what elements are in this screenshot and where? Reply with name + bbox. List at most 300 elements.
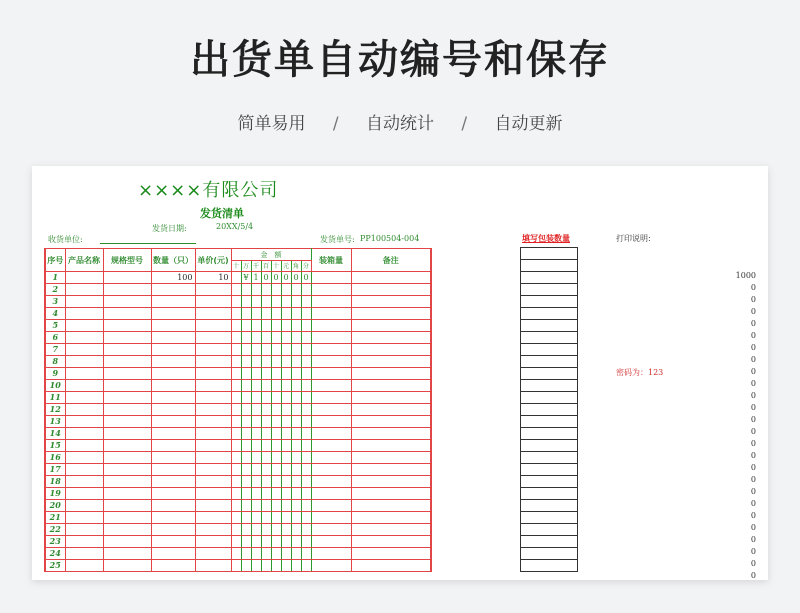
header-box: 装箱量 [311, 249, 351, 272]
cell-amount-digit [231, 452, 241, 464]
cell-amount-digit [231, 332, 241, 344]
cell-product[interactable] [65, 476, 103, 488]
cell-qty[interactable] [151, 296, 195, 308]
cell-price[interactable] [195, 428, 231, 440]
cell-remark[interactable] [351, 368, 431, 380]
cell-product[interactable] [65, 404, 103, 416]
row-seq: 25 [45, 560, 65, 572]
cell-price[interactable] [195, 476, 231, 488]
cell-amount-digit [301, 404, 311, 416]
pack-quantity-cell[interactable] [521, 548, 578, 560]
cell-amount-digit [291, 344, 301, 356]
cell-spec[interactable] [103, 308, 151, 320]
cell-spec[interactable] [103, 476, 151, 488]
cell-amount-digit [251, 452, 261, 464]
computed-value: 0 [750, 355, 756, 364]
cell-spec[interactable] [103, 524, 151, 536]
computed-value: 0 [750, 283, 756, 292]
cell-amount-digit [281, 500, 291, 512]
cell-product[interactable] [65, 320, 103, 332]
cell-box[interactable] [311, 464, 351, 476]
cell-qty[interactable] [151, 332, 195, 344]
cell-product[interactable] [65, 548, 103, 560]
computed-value: 0 [750, 415, 756, 424]
cell-qty[interactable] [151, 404, 195, 416]
cell-spec[interactable] [103, 368, 151, 380]
cell-amount-digit [231, 356, 241, 368]
cell-qty[interactable] [151, 524, 195, 536]
cell-remark[interactable] [351, 320, 431, 332]
cell-product[interactable] [65, 464, 103, 476]
cell-amount-digit [251, 428, 261, 440]
cell-price[interactable] [195, 320, 231, 332]
cell-amount-digit [271, 428, 281, 440]
cell-spec[interactable] [103, 272, 151, 284]
cell-qty[interactable] [151, 320, 195, 332]
cell-price[interactable]: 10 [195, 272, 231, 284]
pack-quantity-cell[interactable] [521, 272, 578, 284]
cell-product[interactable] [65, 500, 103, 512]
cell-remark[interactable] [351, 524, 431, 536]
cell-box[interactable] [311, 344, 351, 356]
cell-amount-digit [261, 500, 271, 512]
cell-spec[interactable] [103, 296, 151, 308]
cell-product[interactable] [65, 332, 103, 344]
cell-box[interactable] [311, 524, 351, 536]
cell-product[interactable] [65, 440, 103, 452]
cell-amount-digit [301, 464, 311, 476]
table-row [45, 440, 431, 452]
cell-amount-digit [251, 356, 261, 368]
cell-amount-digit [251, 332, 261, 344]
cell-qty[interactable] [151, 536, 195, 548]
cell-product[interactable] [65, 284, 103, 296]
computed-value: 1000 [735, 271, 756, 280]
cell-amount-digit [281, 416, 291, 428]
cell-amount-digit [301, 284, 311, 296]
pack-quantity-cell[interactable] [521, 344, 578, 356]
pack-quantity-cell[interactable] [521, 296, 578, 308]
computed-value: 0 [750, 427, 756, 436]
row-seq: 10 [45, 380, 65, 392]
pack-quantity-cell[interactable] [521, 320, 578, 332]
computed-value: 0 [750, 403, 756, 412]
cell-remark[interactable] [351, 476, 431, 488]
feature-update: 自动更新 [494, 114, 563, 134]
cell-amount-digit [261, 440, 271, 452]
cell-qty[interactable] [151, 500, 195, 512]
cell-amount-digit [291, 452, 301, 464]
row-seq: 2 [45, 284, 65, 296]
cell-amount-digit [291, 332, 301, 344]
cell-amount-digit [301, 488, 311, 500]
cell-amount-digit [231, 416, 241, 428]
cell-remark[interactable] [351, 344, 431, 356]
cell-amount-digit [281, 344, 291, 356]
cell-product[interactable] [65, 380, 103, 392]
order-number-value: PP100504-004 [360, 234, 420, 243]
header-amount: 金 额 [231, 249, 311, 261]
cell-amount-digit [281, 356, 291, 368]
cell-box[interactable] [311, 380, 351, 392]
cell-amount-digit [241, 488, 251, 500]
cell-box[interactable] [311, 476, 351, 488]
cell-amount-digit [241, 560, 251, 572]
cell-qty[interactable] [151, 284, 195, 296]
cell-spec[interactable] [103, 548, 151, 560]
cell-remark[interactable] [351, 380, 431, 392]
cell-spec[interactable] [103, 356, 151, 368]
cell-amount-digit [241, 512, 251, 524]
cell-remark[interactable] [351, 308, 431, 320]
cell-qty[interactable] [151, 512, 195, 524]
cell-remark[interactable] [351, 488, 431, 500]
cell-spec[interactable] [103, 440, 151, 452]
cell-product[interactable] [65, 416, 103, 428]
pack-quantity-cell[interactable] [521, 380, 578, 392]
cell-spec[interactable] [103, 380, 151, 392]
pack-quantity-cell[interactable] [521, 440, 578, 452]
computed-value: 0 [750, 439, 756, 448]
cell-remark[interactable] [351, 560, 431, 572]
cell-box[interactable] [311, 536, 351, 548]
row-seq: 23 [45, 536, 65, 548]
cell-box[interactable] [311, 332, 351, 344]
cell-box[interactable] [311, 392, 351, 404]
pack-quantity-cell[interactable] [521, 524, 578, 536]
cell-box[interactable] [311, 296, 351, 308]
cell-price[interactable] [195, 524, 231, 536]
cell-box[interactable] [311, 404, 351, 416]
cell-price[interactable] [195, 308, 231, 320]
cell-product[interactable] [65, 560, 103, 572]
cell-spec[interactable] [103, 488, 151, 500]
cell-price[interactable] [195, 392, 231, 404]
cell-price[interactable] [195, 284, 231, 296]
cell-amount-digit [251, 560, 261, 572]
cell-amount-digit [241, 356, 251, 368]
cell-qty[interactable] [151, 452, 195, 464]
cell-product[interactable] [65, 344, 103, 356]
table-row [45, 464, 431, 476]
cell-amount-digit [241, 476, 251, 488]
cell-qty[interactable] [151, 560, 195, 572]
cell-remark[interactable] [351, 416, 431, 428]
cell-amount-digit [261, 560, 271, 572]
row-seq: 21 [45, 512, 65, 524]
password-note: 密码为：123 [616, 368, 664, 377]
cell-price[interactable] [195, 488, 231, 500]
computed-value: 0 [750, 295, 756, 304]
cell-remark[interactable] [351, 272, 431, 284]
cell-amount-digit [251, 524, 261, 536]
cell-remark[interactable] [351, 512, 431, 524]
cell-price[interactable] [195, 464, 231, 476]
cell-box[interactable] [311, 488, 351, 500]
cell-price[interactable] [195, 440, 231, 452]
row-seq: 15 [45, 440, 65, 452]
header-price: 单价(元) [195, 249, 231, 272]
pack-quantity-cell[interactable] [521, 308, 578, 320]
cell-amount-digit [271, 536, 281, 548]
cell-spec[interactable] [103, 452, 151, 464]
feature-separator: / [332, 114, 339, 134]
cell-amount-digit [261, 488, 271, 500]
pack-quantity-cell[interactable] [521, 464, 578, 476]
cell-amount-digit [301, 440, 311, 452]
cell-price[interactable] [195, 548, 231, 560]
cell-amount-digit [271, 320, 281, 332]
header-remark: 备注 [351, 249, 431, 272]
pack-quantity-cell[interactable] [521, 428, 578, 440]
pack-quantity-cell[interactable] [521, 284, 578, 296]
row-seq: 7 [45, 344, 65, 356]
table-row [45, 272, 431, 284]
cell-price[interactable] [195, 296, 231, 308]
cell-amount-digit [271, 512, 281, 524]
row-seq: 20 [45, 500, 65, 512]
cell-box[interactable] [311, 272, 351, 284]
cell-remark[interactable] [351, 296, 431, 308]
cell-product[interactable] [65, 524, 103, 536]
header-amount-digit: 千 [252, 262, 259, 270]
cell-spec[interactable] [103, 404, 151, 416]
pack-quantity-cell[interactable] [521, 368, 578, 380]
cell-box[interactable] [311, 500, 351, 512]
cell-remark[interactable] [351, 404, 431, 416]
row-seq: 8 [45, 356, 65, 368]
cell-remark[interactable] [351, 500, 431, 512]
cell-remark[interactable] [351, 536, 431, 548]
feature-separator: / [461, 114, 468, 134]
cell-product[interactable] [65, 512, 103, 524]
cell-qty[interactable] [151, 368, 195, 380]
cell-amount-digit [241, 524, 251, 536]
computed-value: 0 [750, 487, 756, 496]
cell-price[interactable] [195, 332, 231, 344]
cell-box[interactable] [311, 452, 351, 464]
pack-quantity-cell[interactable] [521, 500, 578, 512]
cell-amount-digit [301, 380, 311, 392]
ship-date-label: 发货日期: [152, 224, 187, 233]
cell-box[interactable] [311, 428, 351, 440]
cell-amount-digit [231, 272, 241, 284]
cell-amount-digit [301, 332, 311, 344]
cell-amount-digit [251, 368, 261, 380]
cell-amount-digit [281, 548, 291, 560]
cell-product[interactable] [65, 536, 103, 548]
cell-spec[interactable] [103, 332, 151, 344]
cell-remark[interactable] [351, 464, 431, 476]
cell-amount-digit [291, 392, 301, 404]
cell-remark[interactable] [351, 548, 431, 560]
table-row [45, 368, 431, 380]
row-seq: 19 [45, 488, 65, 500]
cell-product[interactable] [65, 368, 103, 380]
cell-amount-digit [241, 536, 251, 548]
computed-value: 0 [750, 523, 756, 532]
cell-spec[interactable] [103, 320, 151, 332]
cell-amount-digit [301, 548, 311, 560]
cell-amount-digit [261, 380, 271, 392]
cell-box[interactable] [311, 284, 351, 296]
cell-box[interactable] [311, 320, 351, 332]
cell-price[interactable] [195, 500, 231, 512]
cell-remark[interactable] [351, 452, 431, 464]
cell-qty[interactable] [151, 416, 195, 428]
receiver-field[interactable] [100, 243, 196, 244]
cell-box[interactable] [311, 560, 351, 572]
cell-product[interactable] [65, 428, 103, 440]
ship-date-value[interactable]: 20XX/5/4 [216, 222, 254, 231]
cell-amount-digit [251, 296, 261, 308]
cell-qty[interactable] [151, 440, 195, 452]
cell-amount-digit [291, 512, 301, 524]
cell-remark[interactable] [351, 428, 431, 440]
pack-quantity-cell[interactable] [521, 452, 578, 464]
cell-amount-digit [301, 308, 311, 320]
cell-box[interactable] [311, 548, 351, 560]
cell-spec[interactable] [103, 512, 151, 524]
cell-price[interactable] [195, 416, 231, 428]
cell-amount-digit [271, 344, 281, 356]
cell-amount-digit [281, 308, 291, 320]
cell-amount-digit [271, 404, 281, 416]
cell-amount-digit [241, 332, 251, 344]
cell-box[interactable] [311, 416, 351, 428]
pack-quantity-cell[interactable] [521, 392, 578, 404]
cell-qty[interactable] [151, 488, 195, 500]
pack-quantity-cell[interactable] [521, 404, 578, 416]
cell-amount-digit [271, 356, 281, 368]
cell-amount-digit [281, 452, 291, 464]
cell-price[interactable] [195, 368, 231, 380]
header-amount-digit: 角 [292, 262, 299, 270]
cell-price[interactable] [195, 512, 231, 524]
cell-qty[interactable] [151, 356, 195, 368]
pack-quantity-cell[interactable] [521, 512, 578, 524]
cell-amount-digit [251, 440, 261, 452]
cell-spec[interactable] [103, 344, 151, 356]
computed-value: 0 [750, 571, 756, 580]
cell-amount-digit [301, 416, 311, 428]
cell-box[interactable] [311, 368, 351, 380]
cell-amount-digit [231, 428, 241, 440]
cell-qty[interactable] [151, 428, 195, 440]
cell-amount-digit [291, 476, 301, 488]
cell-box[interactable] [311, 356, 351, 368]
cell-product[interactable] [65, 296, 103, 308]
cell-amount-digit [261, 344, 271, 356]
cell-qty[interactable] [151, 344, 195, 356]
pack-quantity-column [520, 247, 578, 572]
cell-amount-digit [231, 344, 241, 356]
pack-quantity-cell[interactable] [521, 356, 578, 368]
cell-product[interactable] [65, 392, 103, 404]
computed-value: 0 [750, 547, 756, 556]
cell-amount-digit [271, 284, 281, 296]
cell-qty[interactable]: 100 [151, 272, 195, 284]
cell-qty[interactable] [151, 308, 195, 320]
cell-remark[interactable] [351, 332, 431, 344]
cell-price[interactable] [195, 452, 231, 464]
cell-box[interactable] [311, 512, 351, 524]
cell-qty[interactable] [151, 392, 195, 404]
cell-product[interactable] [65, 356, 103, 368]
cell-price[interactable] [195, 380, 231, 392]
pack-quantity-cell[interactable] [521, 332, 578, 344]
pack-quantity-cell[interactable] [521, 560, 578, 572]
cell-product[interactable] [65, 452, 103, 464]
table-row [45, 452, 431, 464]
pack-quantity-cell[interactable] [521, 416, 578, 428]
table-row [45, 296, 431, 308]
cell-spec[interactable] [103, 500, 151, 512]
pack-quantity-cell[interactable] [521, 476, 578, 488]
computed-value: 0 [750, 451, 756, 460]
cell-product[interactable] [65, 488, 103, 500]
cell-remark[interactable] [351, 440, 431, 452]
cell-spec[interactable] [103, 392, 151, 404]
cell-spec[interactable] [103, 428, 151, 440]
cell-qty[interactable] [151, 548, 195, 560]
cell-amount-digit [281, 476, 291, 488]
cell-spec[interactable] [103, 560, 151, 572]
cell-amount-digit [301, 428, 311, 440]
cell-remark[interactable] [351, 284, 431, 296]
cell-product[interactable] [65, 272, 103, 284]
row-seq: 1 [45, 272, 65, 284]
row-seq: 24 [45, 548, 65, 560]
pack-quantity-cell[interactable] [521, 248, 578, 260]
cell-product[interactable] [65, 308, 103, 320]
cell-amount-digit [271, 296, 281, 308]
cell-amount-digit [251, 512, 261, 524]
row-seq: 22 [45, 524, 65, 536]
cell-price[interactable] [195, 560, 231, 572]
cell-price[interactable] [195, 356, 231, 368]
cell-spec[interactable] [103, 284, 151, 296]
cell-price[interactable] [195, 536, 231, 548]
cell-spec[interactable] [103, 416, 151, 428]
pack-quantity-cell[interactable] [521, 260, 578, 272]
cell-spec[interactable] [103, 536, 151, 548]
cell-amount-digit [251, 284, 261, 296]
cell-box[interactable] [311, 440, 351, 452]
cell-qty[interactable] [151, 476, 195, 488]
cell-price[interactable] [195, 404, 231, 416]
cell-price[interactable] [195, 344, 231, 356]
cell-amount-digit [281, 464, 291, 476]
computed-value: 0 [750, 463, 756, 472]
cell-qty[interactable] [151, 464, 195, 476]
cell-amount-digit [251, 320, 261, 332]
cell-qty[interactable] [151, 380, 195, 392]
cell-amount-digit [231, 548, 241, 560]
cell-spec[interactable] [103, 464, 151, 476]
pack-quantity-cell[interactable] [521, 488, 578, 500]
pack-quantity-cell[interactable] [521, 536, 578, 548]
cell-amount-digit [261, 284, 271, 296]
cell-remark[interactable] [351, 392, 431, 404]
cell-box[interactable] [311, 308, 351, 320]
cell-remark[interactable] [351, 356, 431, 368]
cell-amount-digit [281, 320, 291, 332]
cell-amount-digit [231, 380, 241, 392]
cell-amount-digit [261, 320, 271, 332]
cell-amount-digit [261, 548, 271, 560]
cell-amount-digit [301, 368, 311, 380]
